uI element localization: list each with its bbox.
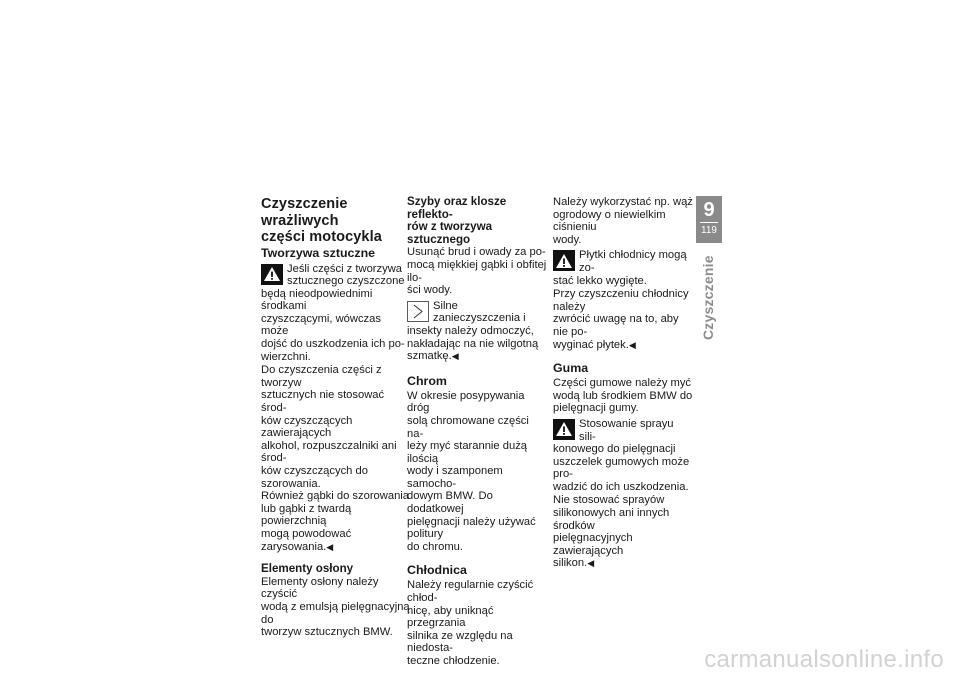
end-mark-icon: ◀ xyxy=(326,541,334,552)
section-name: Czyszczenie xyxy=(700,255,716,340)
end-mark-icon: ◀ xyxy=(628,339,636,350)
paragraph-chrome: W okresie posypywania dróg solą chromowane części na- leży myć starannie dużą ilością wody i szamponem samocho- dowym BMW. Do dodatkowej pielęgnacji należy używać politury do chromu. xyxy=(407,389,536,553)
paragraph-rubber: Części gumowe należy myć wodą lub środkiem BMW do pielęgnacji gumy. xyxy=(553,377,693,415)
chapter-number: 9 xyxy=(703,199,715,221)
chapter-divider xyxy=(700,222,718,223)
paragraph-fins-text: Przy czyszczeniu chłodnicy należy zwrócić uwagę na to, aby nie po- wyginać płytek. xyxy=(553,288,689,351)
warning-text-plastics: Jeśli części z tworzywa sztucznego czyszczone będą nieodpowiednimi środkami czyszczącymi, wówczas może dojść do uszkodzenia ich po- wierzchni. xyxy=(261,262,405,363)
heading-plastics: Tworzywa sztuczne xyxy=(261,245,376,260)
warning-text-fins: Płytki chłodnicy mogą zo- stać lekko wygięte. xyxy=(553,249,687,287)
warning-text-silicone: Stosowanie sprayu sili- konowego do pielęgnacji uszczelek gumowych może pro- wadzić do ich uszkodzenia. xyxy=(553,417,690,493)
warning-triangle-icon xyxy=(261,264,283,285)
paragraph-fins xyxy=(553,288,693,351)
paragraph-windscreens: Usunąć brud i owady za po- mocą miękkiej gąbki i obfitej ilo- ści wody. xyxy=(407,246,547,297)
info-note-insects xyxy=(407,300,548,363)
end-mark-icon: ◀ xyxy=(451,351,459,362)
warning-note-silicone xyxy=(553,418,693,494)
info-arrow-icon xyxy=(407,301,429,322)
paragraph-silicone xyxy=(553,494,693,570)
watermark: carmanualsonline.info xyxy=(704,646,944,673)
heading-windscreens: Szyby oraz klosze reflekto- rów z tworzywa sztucznego xyxy=(407,195,507,246)
heading-chrome: Chrom xyxy=(407,373,447,388)
paragraph-plastics-text: Do czyszczenia części z tworzyw sztucznych nie stosować środ- ków czyszczących zawierających alkohol, rozpuszczalniki ani środ- ków czyszczących do szorowania. Również gąbki do szorowania lub gąbki z twardą powierzchnią mogą powodować zarysowania. xyxy=(261,364,410,553)
paragraph-hose: Należy wykorzystać np. wąż ogrodowy o niewielkim ciśnieniu wody. xyxy=(553,196,693,246)
heading-radiator: Chłodnica xyxy=(407,563,467,578)
paragraph-plastics xyxy=(261,364,411,553)
heading-fairing: Elementy osłony xyxy=(261,562,354,576)
column-middle xyxy=(407,196,548,668)
page-number: 119 xyxy=(701,225,717,236)
warning-triangle-icon xyxy=(553,419,575,440)
warning-note-fins xyxy=(553,249,693,287)
warning-note-plastics xyxy=(261,263,411,364)
page-title: Czyszczenie wrażliwych części motocykla xyxy=(261,196,382,245)
column-right xyxy=(553,196,693,570)
end-mark-icon: ◀ xyxy=(587,558,595,569)
heading-rubber: Guma xyxy=(553,361,589,376)
paragraph-fairing: Elementy osłony należy czyścić wodą z emulsją pielęgnacyjną do tworzyw sztucznych BMW. xyxy=(261,575,410,639)
paragraph-radiator: Należy regularnie czyścić chłod- nicę, aby uniknąć przegrzania silnika ze względu na niedosta- teczne chłodzenie. xyxy=(407,579,534,667)
info-text-insects-body: Silne zanieczyszczenia i insekty należy odmoczyć, nakładając na nie wilgotną szmatkę. xyxy=(407,299,539,363)
paragraph-silicone-text: Nie stosować sprayów silikonowych ani innych środków pielęgnacyjnych zawierających silikon. xyxy=(553,494,670,570)
chapter-tab xyxy=(696,196,722,243)
column-left xyxy=(261,196,411,639)
warning-triangle-icon xyxy=(553,250,575,271)
